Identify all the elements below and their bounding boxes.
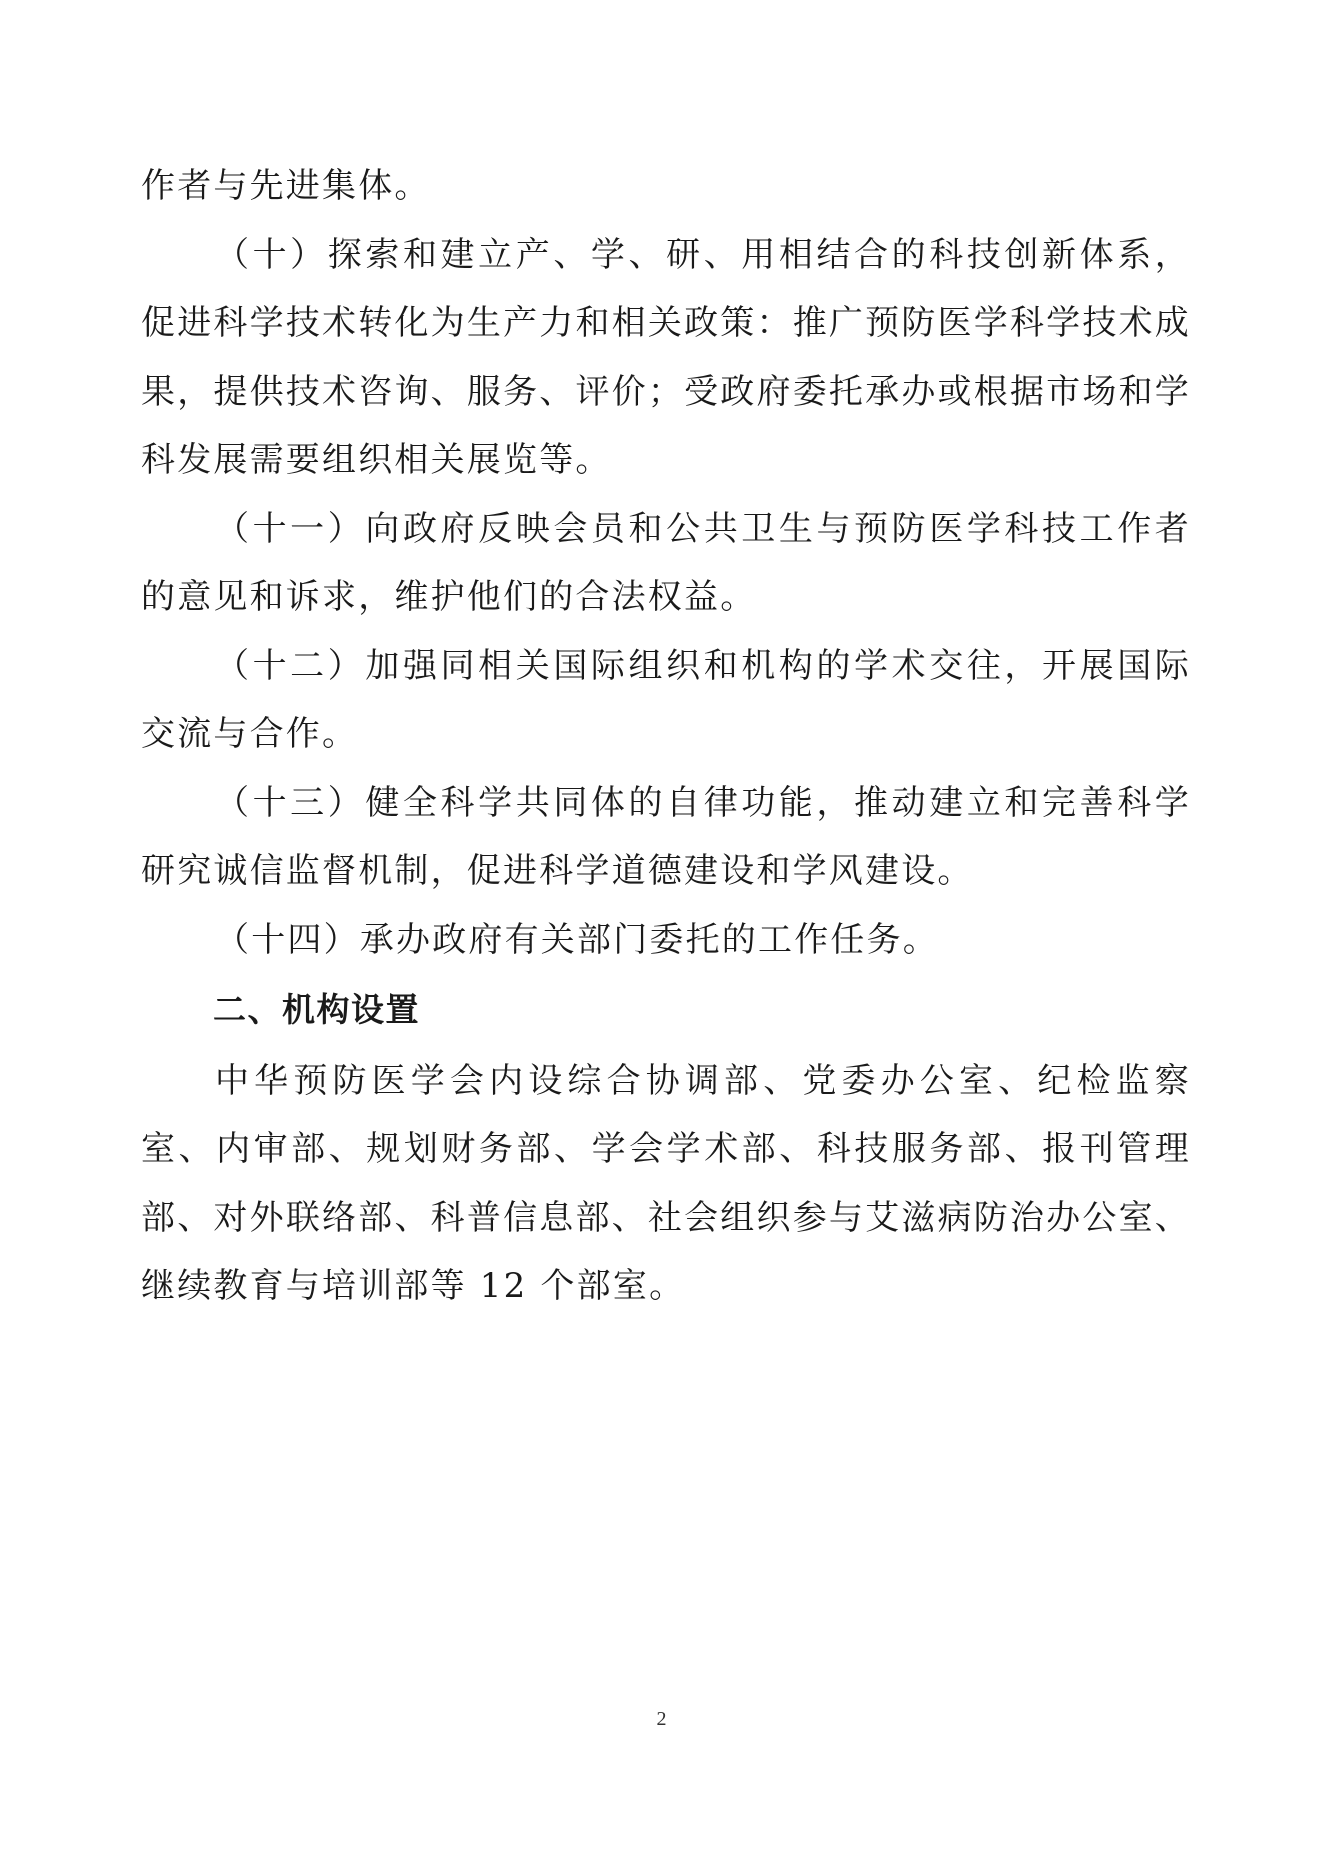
- paragraph-item-13: （十三）健全科学共同体的自律功能，推动建立和完善科学研究诚信监督机制，促进科学道德建设和学风建设。: [141, 782, 1191, 891]
- paragraph-item-12: （十二）加强同相关国际组织和机构的学术交往，开展国际交流与合作。: [141, 645, 1191, 754]
- paragraph-item-11: （十一）向政府反映会员和公共卫生与预防医学科技工作者的意见和诉求，维护他们的合法权益。: [141, 508, 1191, 617]
- paragraph-item-10: （十）探索和建立产、学、研、用相结合的科技创新体系，促进科学技术转化为生产力和相关政策：推广预防医学科学技术成果，提供技术咨询、服务、评价；受政府委托承办或根据市场和学科发展需要组织相关展览等。: [141, 234, 1191, 480]
- paragraph-item-14: （十四）承办政府有关部门委托的工作任务。: [215, 919, 939, 960]
- section-heading-organization: 二、机构设置: [213, 990, 420, 1029]
- page-number: 2: [656, 1708, 667, 1730]
- page-content: [141, 152, 1191, 1321]
- paragraph-organization-body: 中华预防医学会内设综合协调部、党委办公室、纪检监察室、内审部、规划财务部、学会学术部、科技服务部、报刊管理部、对外联络部、科普信息部、社会组织参与艾滋病防治办公室、继续教育与培训部等 12 个部室。: [141, 1060, 1191, 1306]
- paragraph-continuation: 作者与先进集体。: [141, 166, 431, 206]
